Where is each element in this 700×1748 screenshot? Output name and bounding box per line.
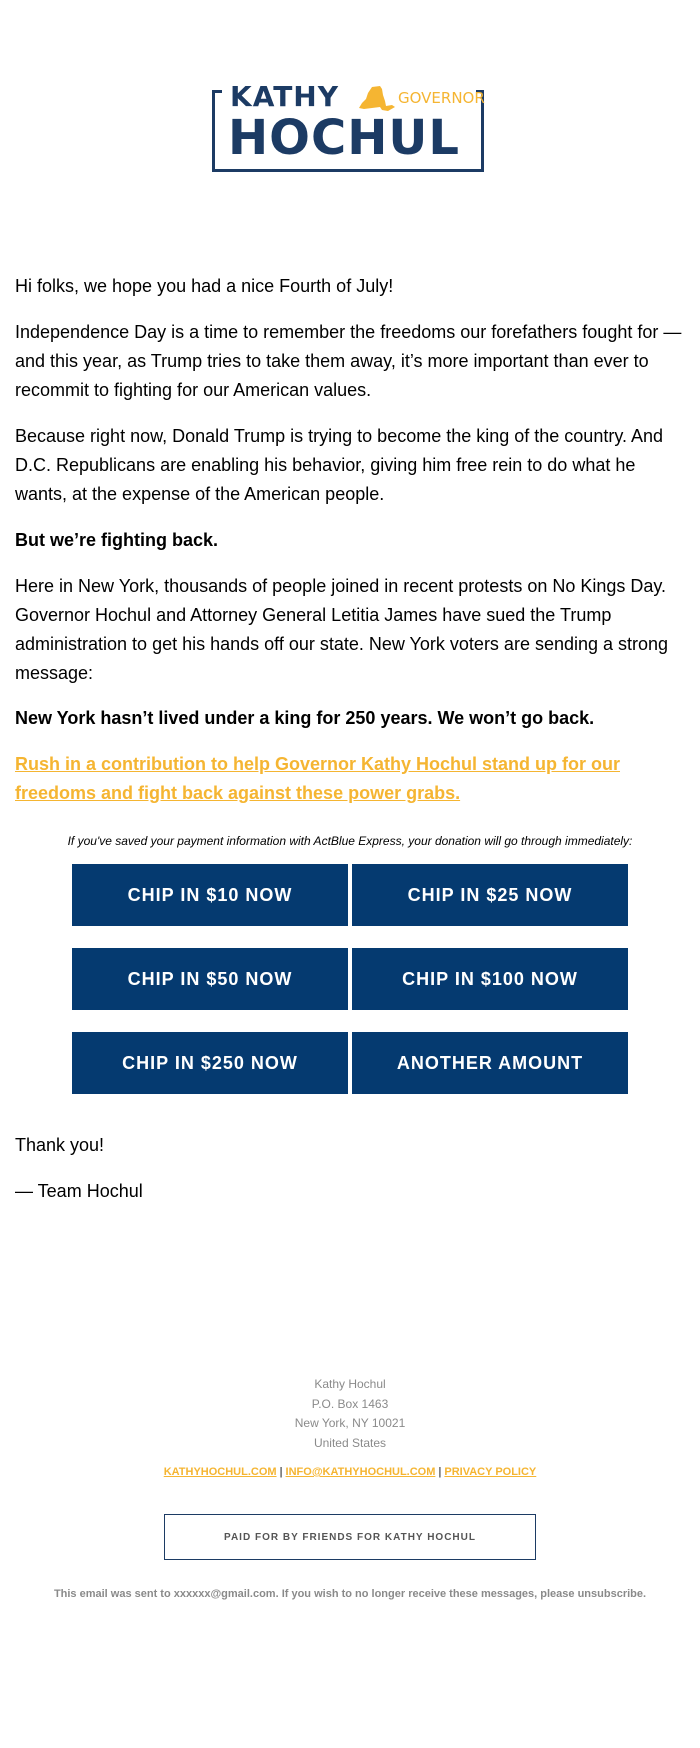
contribution-link[interactable]: Rush in a contribution to help Governor Kathy Hochul stand up for our freedoms and fight back against these power grabs. (15, 754, 620, 803)
chip-in-10-button[interactable]: CHIP IN $10 NOW (72, 864, 348, 926)
paragraph-independence-day: Independence Day is a time to remember the freedoms our forefathers fought for — and this year, as Trump tries to take them away, it’s more important than ever to recommit to fighting for our American values. (15, 322, 682, 400)
logo-frame-corner (212, 90, 222, 93)
chip-in-250-button[interactable]: CHIP IN $250 NOW (72, 1032, 348, 1094)
paragraph-trump-king: Because right now, Donald Trump is trying to become the king of the country. And D.C. Republicans are enabling his behavior, giving him free rein to do what he wants, at the expense of the American people. (15, 426, 664, 504)
address-line: Kathy Hochul (314, 1377, 386, 1391)
actblue-express-note: If you've saved your payment information with ActBlue Express, your donation will go through immediately: (67, 834, 633, 848)
address-line: New York, NY 10021 (294, 1416, 406, 1430)
fighting-back-heading: But we’re fighting back. (15, 530, 219, 550)
logo-last-name: HOCHUL (228, 110, 460, 166)
email-link[interactable]: INFO@KATHYHOCHUL.COM (285, 1466, 436, 1478)
website-link[interactable]: KATHYHOCHUL.COM (163, 1466, 277, 1478)
another-amount-button[interactable]: ANOTHER AMOUNT (352, 1032, 628, 1094)
chip-in-100-button[interactable]: CHIP IN $100 NOW (352, 948, 628, 1010)
paragraph-new-york: Here in New York, thousands of people joined in recent protests on No Kings Day. Governor Hochul and Attorney General Letitia James have sued the Trump administration to get his hands off our state. New York voters are sending a strong message: (15, 576, 669, 683)
link-separator: | (279, 1466, 283, 1478)
footer-address (0, 1375, 700, 1453)
logo-title: GOVERNOR (398, 89, 485, 107)
greeting: Hi folks, we hope you had a nice Fourth of July! (15, 276, 394, 296)
no-king-statement: New York hasn’t lived under a king for 250 years. We won’t go back. (15, 708, 595, 728)
link-separator: | (438, 1466, 442, 1478)
footer-links (0, 1466, 700, 1478)
chip-in-50-button[interactable]: CHIP IN $50 NOW (72, 948, 348, 1010)
address-line: P.O. Box 1463 (311, 1396, 389, 1411)
address-line: United States (313, 1435, 387, 1450)
new-york-state-icon (358, 85, 396, 113)
signature: — Team Hochul (15, 1181, 143, 1201)
unsubscribe-notice[interactable]: This email was sent to xxxxxx@gmail.com. If you wish to no longer receive these messages, please unsubscribe. (53, 1588, 647, 1600)
paid-for-text: PAID FOR BY FRIENDS FOR KATHY HOCHUL (224, 1531, 476, 1543)
chip-in-25-button[interactable]: CHIP IN $25 NOW (352, 864, 628, 926)
paid-for-disclaimer (164, 1514, 536, 1560)
thank-you: Thank you! (15, 1135, 105, 1155)
campaign-logo (212, 82, 488, 175)
privacy-policy-link[interactable]: PRIVACY POLICY (444, 1466, 537, 1478)
logo-first-name: KATHY (230, 80, 340, 113)
